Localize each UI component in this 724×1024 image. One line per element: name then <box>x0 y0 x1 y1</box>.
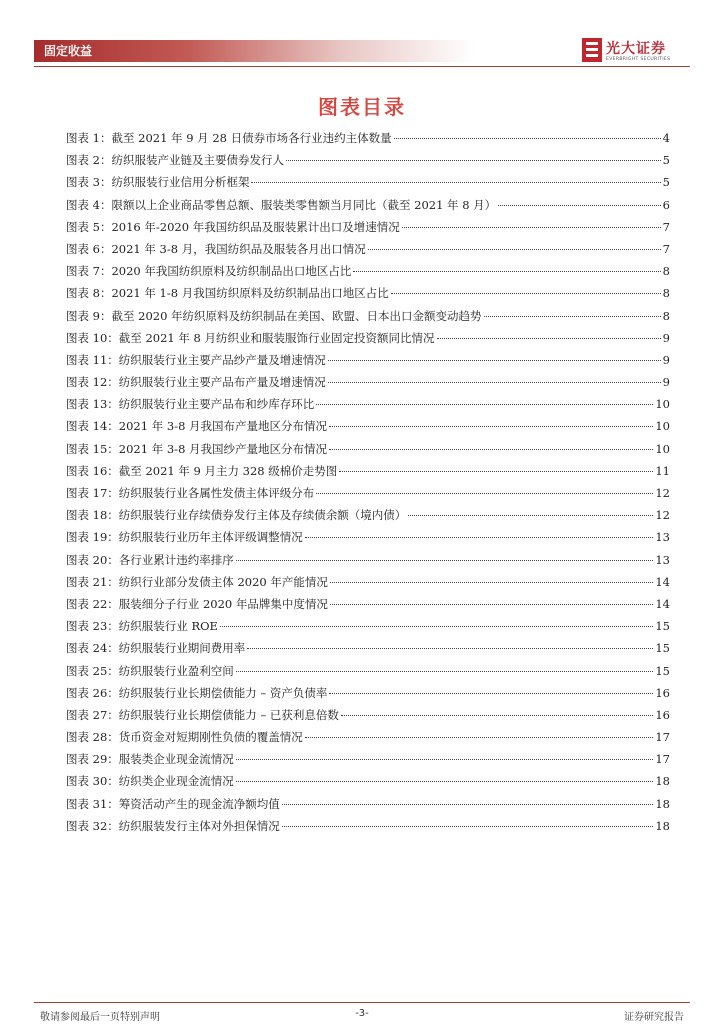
toc-entry[interactable] <box>66 260 670 282</box>
table-of-figures <box>66 127 670 837</box>
toc-entry-page: 18 <box>655 818 670 833</box>
toc-entry-page: 5 <box>662 175 670 190</box>
toc-entry-label: 图表 8：2021 年 1-8 月我国纺织原料及纺织制品出口地区占比 <box>66 286 389 301</box>
toc-entry-label: 图表 32：纺织服装发行主体对外担保情况 <box>66 818 280 833</box>
toc-entry-page: 13 <box>655 530 670 545</box>
toc-leader <box>329 426 653 427</box>
toc-entry-label: 图表 16：截至 2021 年 9 月主力 328 级棉价走势图 <box>66 463 338 478</box>
toc-entry[interactable] <box>66 615 670 637</box>
toc-entry-label: 图表 7：2020 年我国纺织原料及纺织制品出口地区占比 <box>66 264 352 279</box>
toc-entry-label: 图表 13：纺织服装行业主要产品布和纱库存环比 <box>66 397 315 412</box>
toc-entry[interactable] <box>66 415 670 437</box>
toc-leader <box>316 493 653 494</box>
toc-entry[interactable] <box>66 682 670 704</box>
toc-entry-label: 图表 24：纺织服装行业期间费用率 <box>66 641 246 656</box>
report-type: 证券研究报告 <box>624 1012 684 1023</box>
toc-entry-label: 图表 10：截至 2021 年 8 月纺织业和服装服饰行业固定投资额同比情况 <box>66 330 435 345</box>
toc-entry[interactable] <box>66 194 670 216</box>
page-number: -3- <box>355 1008 369 1019</box>
toc-entry-page: 5 <box>662 153 670 168</box>
toc-entry-label: 图表 2：纺织服装产业链及主要债券发行人 <box>66 153 284 168</box>
toc-leader <box>282 826 654 827</box>
toc-leader <box>402 227 661 228</box>
toc-leader <box>286 160 661 161</box>
brand-logo-icon <box>582 38 602 62</box>
toc-entry-page: 9 <box>662 330 670 345</box>
toc-leader <box>368 249 661 250</box>
toc-entry[interactable] <box>66 460 670 482</box>
toc-entry[interactable] <box>66 793 670 815</box>
toc-entry-label: 图表 27：纺织服装行业长期偿债能力 – 已获利息倍数 <box>66 707 339 722</box>
toc-entry-label: 图表 1：截至 2021 年 9 月 28 日债券市场各行业违约主体数量 <box>66 131 392 145</box>
toc-leader <box>328 360 661 361</box>
toc-leader <box>236 560 654 561</box>
toc-entry-page: 17 <box>655 730 670 745</box>
toc-entry-page: 8 <box>662 308 670 323</box>
toc-entry-page: 16 <box>655 685 670 700</box>
toc-entry-label: 图表 15：2021 年 3-8 月我国纱产量地区分布情况 <box>66 441 328 456</box>
page-title: 图表目录 <box>318 95 406 119</box>
toc-entry[interactable] <box>66 282 670 304</box>
toc-entry-page: 15 <box>655 663 670 678</box>
toc-leader <box>341 715 654 716</box>
toc-entry[interactable] <box>66 526 670 548</box>
toc-entry-page: 10 <box>655 397 670 412</box>
toc-entry-label: 图表 12：纺织服装行业主要产品布产量及增速情况 <box>66 375 326 390</box>
toc-entry-page: 10 <box>655 441 670 456</box>
toc-entry-label: 图表 17：纺织服装行业各属性发债主体评级分布 <box>66 486 315 500</box>
toc-entry-label: 图表 3：纺织服装行业信用分析框架 <box>66 175 250 190</box>
toc-entry-page: 14 <box>655 596 670 611</box>
toc-entry[interactable] <box>66 238 670 260</box>
toc-entry[interactable] <box>66 482 670 504</box>
toc-leader <box>236 759 654 760</box>
header-divider <box>34 66 690 67</box>
toc-entry[interactable] <box>66 593 670 615</box>
brand-name: 光大证券 <box>606 41 666 57</box>
toc-leader <box>437 338 661 339</box>
toc-leader <box>247 648 653 649</box>
toc-entry[interactable] <box>66 371 670 393</box>
toc-entry[interactable] <box>66 726 670 748</box>
toc-leader <box>236 781 654 782</box>
toc-entry-label: 图表 21：纺织行业部分发债主体 2020 年产能情况 <box>66 574 328 589</box>
toc-entry-page: 9 <box>662 375 670 390</box>
toc-entry-page: 7 <box>662 219 670 234</box>
toc-entry-page: 9 <box>662 352 670 367</box>
toc-entry-label: 图表 26：纺织服装行业长期偿债能力 – 资产负债率 <box>66 685 328 700</box>
toc-entry-label: 图表 30：纺织类企业现金流情况 <box>66 774 234 789</box>
toc-entry-page: 18 <box>655 774 670 789</box>
toc-entry[interactable] <box>66 571 670 593</box>
toc-entry-page: 16 <box>655 707 670 722</box>
toc-entry-label: 图表 25：纺织服装行业盈利空间 <box>66 663 234 678</box>
toc-entry-label: 图表 11：纺织服装行业主要产品纱产量及增速情况 <box>66 352 326 367</box>
toc-entry-page: 4 <box>662 131 670 145</box>
toc-entry[interactable] <box>66 704 670 726</box>
toc-entry-page: 8 <box>662 286 670 301</box>
toc-entry-page: 18 <box>655 796 670 811</box>
toc-leader <box>251 182 660 183</box>
toc-entry[interactable] <box>66 438 670 460</box>
footer-divider <box>34 1002 690 1003</box>
toc-leader <box>236 671 654 672</box>
toc-entry-label: 图表 5：2016 年-2020 年我国纺织品及服装累计出口及增速情况 <box>66 219 400 234</box>
toc-entry-page: 14 <box>655 574 670 589</box>
toc-entry-label: 图表 14：2021 年 3-8 月我国布产量地区分布情况 <box>66 419 328 434</box>
toc-leader <box>316 404 653 405</box>
toc-entry[interactable] <box>66 349 670 371</box>
toc-leader <box>329 693 653 694</box>
toc-entry-label: 图表 31：筹资活动产生的现金流净额均值 <box>66 796 280 811</box>
toc-entry[interactable] <box>66 216 670 238</box>
toc-leader <box>498 205 660 206</box>
toc-entry[interactable] <box>66 815 670 837</box>
toc-entry-label: 图表 19：纺织服装行业历年主体评级调整情况 <box>66 530 303 545</box>
toc-entry-label: 图表 6：2021 年 3-8 月，我国纺织品及服装各月出口情况 <box>66 241 366 256</box>
toc-leader <box>305 537 654 538</box>
toc-entry-page: 10 <box>655 419 670 434</box>
toc-entry-page: 15 <box>655 641 670 656</box>
toc-entry-page: 7 <box>662 241 670 256</box>
toc-entry[interactable] <box>66 660 670 682</box>
toc-entry-page: 12 <box>655 486 670 500</box>
section-label: 固定收益 <box>44 44 93 58</box>
toc-entry[interactable] <box>66 504 670 526</box>
toc-entry-page: 13 <box>655 552 670 567</box>
toc-entry[interactable] <box>66 149 670 171</box>
toc-leader <box>328 382 661 383</box>
toc-entry-label: 图表 9：截至 2020 年纺织原料及纺织制品在美国、欧盟、日本出口金额变动趋势 <box>66 308 482 323</box>
toc-entry[interactable] <box>66 637 670 659</box>
brand-subtitle: EVERBRIGHT SECURITIES <box>606 57 671 62</box>
toc-entry-page: 11 <box>655 463 670 478</box>
toc-entry-label: 图表 28：货币资金对短期刚性负债的覆盖情况 <box>66 730 303 745</box>
toc-leader <box>330 582 653 583</box>
toc-leader <box>484 316 661 317</box>
toc-entry[interactable] <box>66 393 670 415</box>
toc-entry-label: 图表 18：纺织服装行业存续债券发行主体及存续债余额（境内债） <box>66 508 407 523</box>
toc-entry[interactable] <box>66 549 670 571</box>
toc-leader <box>391 293 661 294</box>
toc-entry-label: 图表 4：限额以上企业商品零售总额、服装类零售额当月同比（截至 2021 年 8 月） <box>66 197 497 212</box>
toc-leader <box>408 515 653 516</box>
toc-entry-page: 6 <box>662 197 670 212</box>
toc-entry[interactable] <box>66 327 670 349</box>
footer-disclaimer: 敬请参阅最后一页特别声明 <box>40 1012 160 1023</box>
toc-leader <box>220 626 653 627</box>
toc-entry-label: 图表 22：服装细分子行业 2020 年品牌集中度情况 <box>66 596 328 611</box>
toc-leader <box>282 804 654 805</box>
toc-entry[interactable] <box>66 748 670 770</box>
toc-entry[interactable] <box>66 171 670 193</box>
toc-entry[interactable] <box>66 770 670 792</box>
toc-entry-page: 8 <box>662 264 670 279</box>
toc-entry-label: 图表 20：各行业累计违约率排序 <box>66 552 234 567</box>
toc-leader <box>394 138 661 139</box>
toc-leader <box>305 737 654 738</box>
toc-entry[interactable] <box>66 305 670 327</box>
toc-entry-label: 图表 29：服装类企业现金流情况 <box>66 752 234 767</box>
toc-entry-page: 15 <box>655 619 670 634</box>
toc-entry-label: 图表 23：纺织服装行业 ROE <box>66 619 218 634</box>
toc-leader <box>339 471 653 472</box>
toc-leader <box>353 271 660 272</box>
toc-entry-page: 17 <box>655 752 670 767</box>
toc-leader <box>330 604 653 605</box>
toc-entry[interactable] <box>66 127 670 149</box>
brand-logo <box>582 36 692 66</box>
toc-entry-page: 12 <box>655 508 670 523</box>
toc-leader <box>329 449 653 450</box>
header-band <box>34 40 474 62</box>
